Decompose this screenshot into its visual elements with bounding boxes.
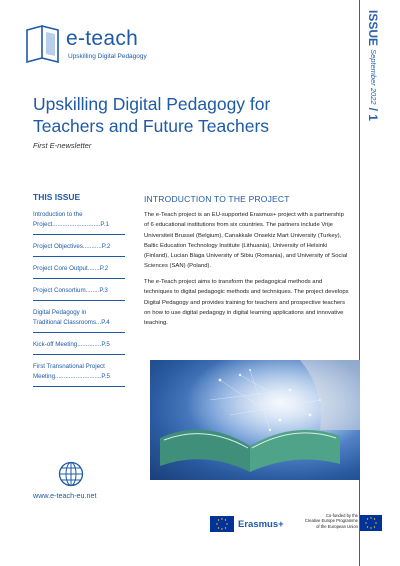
title-line-1: Upskilling Digital Pedagogy for: [33, 94, 271, 114]
toc-heading: THIS ISSUE: [33, 192, 81, 202]
toc-item-line-1: Project Core Output.......P.2: [33, 265, 109, 272]
intro-paragraph-2: The e-Teach project aims to transform the pedagogical methods and techniques to digital pedagogic methods and techniques. The project develops Digital Pedagogy and provides training for teachers and prospective teachers on how to use digital pedagogy in digital learning applications and innovative teaching.: [144, 279, 349, 327]
title-line-2: Teachers and Future Teachers: [33, 116, 270, 136]
issue-label: ISSUE: [366, 10, 380, 47]
page-subtitle: First E-newsletter: [33, 141, 92, 150]
toc-item-line-1: Introduction to the: [33, 211, 83, 218]
brand-tagline: Upskilling Digital Pedagogy: [68, 53, 147, 60]
issue-date: September 2022: [369, 49, 378, 105]
toc-item[interactable]: [33, 286, 125, 301]
toc-item[interactable]: [33, 362, 125, 387]
issue-banner: [366, 10, 380, 121]
issue-divider: [359, 0, 360, 566]
toc-item-line-2: Project............................P.1: [33, 221, 109, 228]
intro-heading: INTRODUCTION TO THE PROJECT: [144, 194, 290, 204]
toc-list: [33, 210, 125, 394]
toc-item-line-1: Kick-off Meeting..............P.5: [33, 341, 110, 348]
cofund-line-1: Co-funded by the: [325, 513, 358, 518]
toc-item-line-1: Digital Pedagogy in: [33, 309, 87, 316]
eu-flag-icon: [210, 516, 234, 532]
intro-paragraph-1: The e-Teach project is an EU-supported Erasmus+ project with a partnership of 6 educational institutions from six countries. The partners include Vrije Universiteit Brussel (Belgium), Canakkale Onsekiz Mart University (Turkey), Baltic Education Technology Institute (Lithuania), University of Helsinki (Finland), Lucian Blaga University of Sibiu (Romania), and University of Social Sciences (SAN) (Poland).: [144, 212, 348, 270]
hero-image: [150, 360, 360, 480]
digital-book-illustration: [150, 360, 360, 480]
toc-item-line-1: Project Consortium........P.3: [33, 287, 108, 294]
toc-item[interactable]: [33, 308, 125, 333]
toc-item[interactable]: [33, 340, 125, 355]
erasmus-logo-text: Erasmus+: [238, 519, 284, 530]
eu-flag-icon: [360, 515, 382, 531]
toc-item[interactable]: [33, 242, 125, 257]
e-teach-logo-icon: [24, 22, 64, 64]
page-title: [33, 93, 348, 137]
brand-name: e-teach: [66, 27, 139, 50]
toc-item-line-2: Meeting...........................P.5: [33, 373, 110, 380]
cofunded-text: [300, 513, 358, 529]
toc-item-line-2: Traditional Classrooms...P.4: [33, 319, 110, 326]
toc-item[interactable]: [33, 210, 125, 235]
website-link[interactable]: www.e-teach-eu.net: [33, 491, 97, 500]
globe-icon: [58, 461, 84, 492]
cofund-line-3: of the European Union: [316, 523, 358, 529]
issue-number: / 1: [366, 107, 380, 121]
cofund-line-2: Creative Europe Programme: [304, 518, 358, 524]
e-teach-logo: [24, 22, 224, 66]
toc-item[interactable]: [33, 264, 125, 279]
toc-item-line-1: Project Objectives...........P.2: [33, 243, 111, 250]
toc-item-line-1: First Transnational Project: [33, 363, 105, 370]
